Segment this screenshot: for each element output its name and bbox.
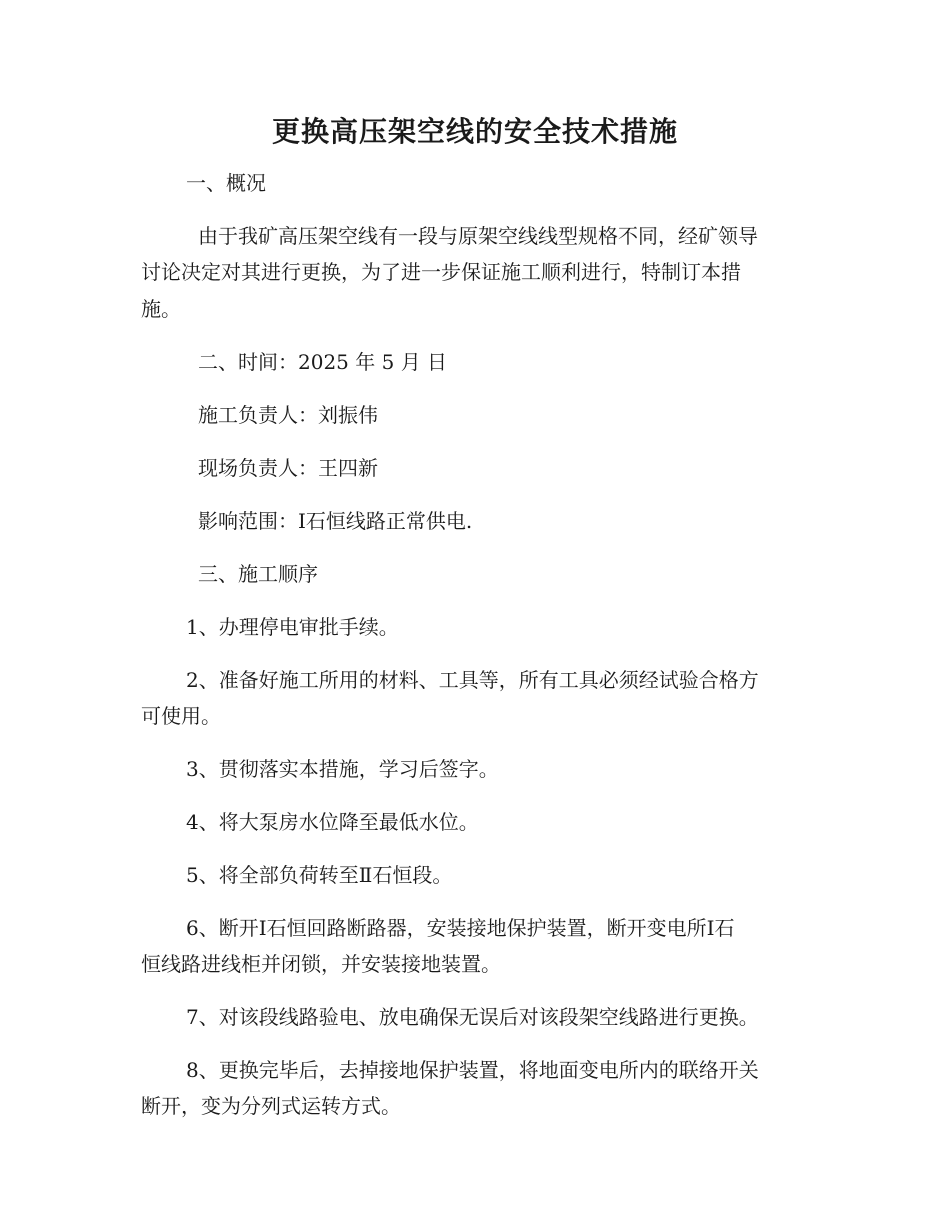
paragraph-line: 由于我矿高压架空线有一段与原架空线线型规格不同，经矿领导 bbox=[198, 224, 758, 248]
list-item: 1、办理停电审批手续。 bbox=[186, 615, 399, 639]
list-item: 3、贯彻落实本措施，学习后签字。 bbox=[186, 757, 499, 781]
impact-scope: 影响范围：Ⅰ石恒线路正常供电. bbox=[198, 509, 473, 533]
list-item-continuation: 恒线路进线柜并闭锁，并安装接地装置。 bbox=[141, 952, 501, 976]
section-heading-sequence: 三、施工顺序 bbox=[198, 562, 318, 586]
list-item: 4、将大泵房水位降至最低水位。 bbox=[186, 810, 479, 834]
list-item: 7、对该段线路验电、放电确保无误后对该段架空线路进行更换。 bbox=[186, 1005, 759, 1029]
section-heading-overview: 一、概况 bbox=[186, 171, 266, 195]
list-item: 5、将全部负荷转至Ⅱ石恒段。 bbox=[186, 863, 453, 887]
list-item-continuation: 可使用。 bbox=[141, 704, 221, 728]
list-item-continuation: 断开，变为分列式运转方式。 bbox=[141, 1094, 401, 1118]
list-item: 2、准备好施工所用的材料、工具等，所有工具必须经试验合格方 bbox=[186, 668, 759, 692]
paragraph-line: 讨论决定对其进行更换，为了进一步保证施工顺利进行，特制订本措 bbox=[141, 260, 741, 284]
paragraph-line: 施。 bbox=[141, 297, 181, 321]
site-leader: 现场负责人：王四新 bbox=[198, 456, 378, 480]
document-title: 更换高压架空线的安全技术措施 bbox=[271, 115, 678, 148]
section-heading-time: 二、时间：2025 年 5 月 日 bbox=[198, 350, 448, 374]
list-item: 8、更换完毕后，去掉接地保护装置，将地面变电所内的联络开关 bbox=[186, 1058, 759, 1082]
list-item: 6、断开Ⅰ石恒回路断路器，安装接地保护装置，断开变电所Ⅰ石 bbox=[186, 916, 735, 940]
construction-leader: 施工负责人：刘振伟 bbox=[198, 403, 378, 427]
